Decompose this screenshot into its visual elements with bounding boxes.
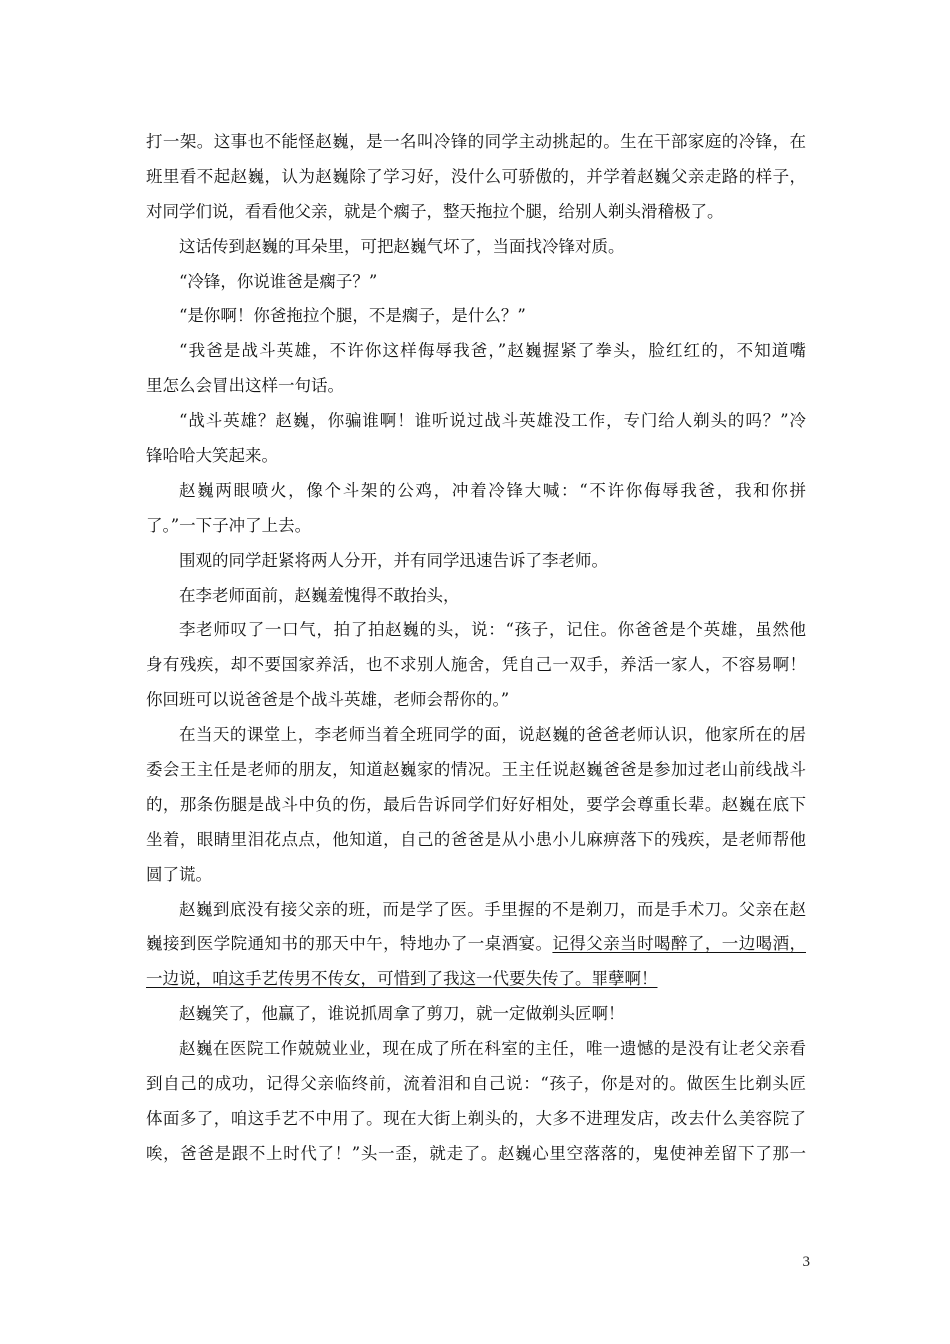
line-text: 赵巍两眼喷火，像个斗架的公鸡，冲着冷锋大喊：“不许你侮辱我爸，我和你拼 <box>179 480 806 500</box>
text-line <box>146 893 806 928</box>
text-line <box>146 753 806 788</box>
text-line <box>146 718 806 753</box>
underlined-text: 记得父亲当时喝醉了，一边喝酒， <box>552 934 806 954</box>
text-line <box>146 369 806 404</box>
text-line <box>146 299 806 334</box>
line-text: 身有残疾，却不要国家养活，也不求别人施舍，凭自己一双手，养活一家人，不容易啊！ <box>146 655 806 675</box>
text-line <box>146 1137 806 1172</box>
line-text: 里怎么会冒出这样一句话。 <box>146 376 344 396</box>
line-text: 赵巍笑了，他赢了，谁说抓周拿了剪刀，就一定做剃头匠啊！ <box>179 1004 625 1024</box>
text-line <box>146 858 806 893</box>
text-line <box>146 230 806 265</box>
text-line <box>146 823 806 858</box>
text-line <box>146 544 806 579</box>
line-text: “我爸是战斗英雄，不许你这样侮辱我爸，”赵巍握紧了拳头，脸红红的，不知道嘴 <box>179 341 806 361</box>
text-line <box>146 439 806 474</box>
line-text: 围观的同学赶紧将两人分开，并有同学迅速告诉了李老师。 <box>179 550 608 570</box>
text-line <box>146 648 806 683</box>
text-line <box>146 265 806 300</box>
text-line <box>146 997 806 1032</box>
line-text: 你回班可以说爸爸是个战斗英雄，老师会帮你的。” <box>146 690 510 710</box>
line-text: 到自己的成功，记得父亲临终前，流着泪和自己说：“孩子，你是对的。做医生比剃头匠 <box>146 1074 806 1094</box>
text-line <box>146 1102 806 1137</box>
line-text: 赵巍在医院工作兢兢业业，现在成了所在科室的主任，唯一遗憾的是没有让老父亲看 <box>179 1039 806 1059</box>
text-line <box>146 579 806 614</box>
line-text: 对同学们说，看看他父亲，就是个瘸子，整天拖拉个腿，给别人剃头滑稽极了。 <box>146 201 724 221</box>
underlined-text: 一边说，咱这手艺传男不传女，可惜到了我这一代要失传了。罪孽啊！ <box>146 969 658 989</box>
line-text: “冷锋，你说谁爸是瘸子？” <box>179 271 378 291</box>
line-text: 赵巍到底没有接父亲的班，而是学了医。手里握的不是剃刀，而是手术刀。父亲在赵 <box>179 899 806 919</box>
text-line <box>146 1032 806 1067</box>
text-line <box>146 788 806 823</box>
page-number: 3 <box>802 1254 810 1270</box>
text-line <box>146 404 806 439</box>
text-line <box>146 962 806 997</box>
line-text: 圆了谎。 <box>146 864 212 884</box>
line-text: 坐着，眼睛里泪花点点，他知道，自己的爸爸是从小患小儿麻痹落下的残疾，是老师帮他 <box>146 829 806 849</box>
body-text <box>146 125 806 1172</box>
line-text: 唉，爸爸是跟不上时代了！”头一歪，就走了。赵巍心里空落落的，鬼使神差留下了那一 <box>146 1143 806 1163</box>
text-line <box>146 927 806 962</box>
text-line <box>146 613 806 648</box>
line-text: 这话传到赵巍的耳朵里，可把赵巍气坏了，当面找冷锋对质。 <box>179 236 625 256</box>
line-text: 体面多了，咱这手艺不中用了。现在大街上剃头的，大多不进理发店，改去什么美容院了 <box>146 1108 806 1128</box>
text-line <box>146 474 806 509</box>
text-line <box>146 683 806 718</box>
line-text: 了。”一下子冲了上去。 <box>146 515 312 535</box>
line-text: 班里看不起赵巍，认为赵巍除了学习好，没什么可骄傲的，并学着赵巍父亲走路的样子， <box>146 166 806 186</box>
line-text: “战斗英雄？赵巍，你骗谁啊！谁听说过战斗英雄没工作，专门给人剃头的吗？”冷 <box>179 411 806 431</box>
text-line <box>146 1067 806 1102</box>
line-text: 李老师叹了一口气，拍了拍赵巍的头，说：“孩子，记住。你爸爸是个英雄，虽然他 <box>179 620 806 640</box>
line-text: “是你啊！你爸拖拉个腿，不是瘸子，是什么？” <box>179 306 526 326</box>
text-line <box>146 334 806 369</box>
line-text: 委会王主任是老师的朋友，知道赵巍家的情况。王主任说赵巍爸爸是参加过老山前线战斗 <box>146 760 806 780</box>
line-text: 的，那条伤腿是战斗中负的伤，最后告诉同学们好好相处，要学会尊重长辈。赵巍在底下 <box>146 794 806 814</box>
text-line <box>146 195 806 230</box>
line-text: 在李老师面前，赵巍羞愧得不敢抬头， <box>179 585 460 605</box>
line-text: 打一架。这事也不能怪赵巍，是一名叫冷锋的同学主动挑起的。生在干部家庭的冷锋，在 <box>146 132 806 151</box>
line-text: 巍接到医学院通知书的那天中午，特地办了一桌酒宴。 <box>146 934 553 954</box>
text-line <box>146 509 806 544</box>
line-text: 锋哈哈大笑起来。 <box>146 446 278 466</box>
line-text: 在当天的课堂上，李老师当着全班同学的面，说赵巍的爸爸老师认识，他家所在的居 <box>179 725 806 745</box>
text-line <box>146 160 806 195</box>
text-line <box>146 125 806 160</box>
